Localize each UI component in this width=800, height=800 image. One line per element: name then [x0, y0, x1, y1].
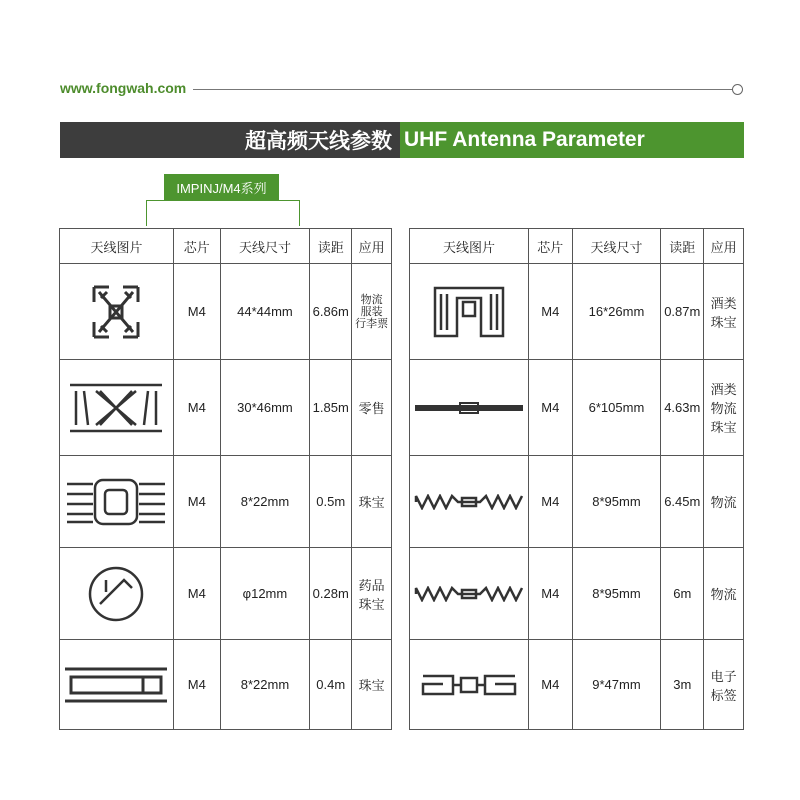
chip-cell: M4 [528, 360, 572, 456]
distance-cell: 0.28m [310, 548, 352, 640]
size-cell: 8*95mm [572, 548, 661, 640]
application-line: 行李票 [355, 317, 389, 330]
size-cell: φ12mm [220, 548, 310, 640]
col-header-picture: 天线图片 [60, 229, 174, 264]
application-line: 酒类 [710, 382, 737, 397]
col-header-distance: 读距 [310, 229, 352, 264]
chip-cell: M4 [528, 640, 572, 730]
size-cell: 16*26mm [572, 264, 661, 360]
table-header-row [60, 229, 392, 264]
size-cell: 8*22mm [220, 456, 310, 548]
chip-cell: M4 [173, 456, 220, 548]
col-header-size: 天线尺寸 [572, 229, 661, 264]
chip-cell: M4 [528, 264, 572, 360]
table-row [410, 264, 744, 360]
table-row [410, 456, 744, 548]
size-cell: 44*44mm [220, 264, 310, 360]
size-cell: 8*95mm [572, 456, 661, 548]
table-row [410, 640, 744, 730]
chip-cell: M4 [173, 360, 220, 456]
left-parameter-table [59, 228, 392, 730]
application-line: 珠宝 [710, 314, 737, 330]
right-parameter-table [409, 228, 744, 730]
application-cell [352, 264, 392, 360]
distance-cell: 4.63m [661, 360, 704, 456]
distance-cell: 6m [661, 548, 704, 640]
table-row [410, 360, 744, 456]
circular-antenna-icon [60, 548, 174, 640]
application-line: 物流 [360, 293, 383, 306]
title-banner [60, 122, 744, 158]
application-line: 物流 [710, 401, 737, 416]
distance-cell: 3m [661, 640, 704, 730]
application-cell [704, 360, 744, 456]
header-rule [193, 89, 733, 90]
website-url[interactable]: www.fongwah.com [60, 80, 187, 96]
thin-dipole-antenna-icon [410, 360, 529, 456]
chip-cell: M4 [528, 456, 572, 548]
chip-cell: M4 [173, 640, 220, 730]
chip-cell: M4 [173, 264, 220, 360]
table-row [60, 548, 392, 640]
application-line: 药品 [358, 577, 385, 593]
distance-cell: 0.4m [310, 640, 352, 730]
application-cell [352, 548, 392, 640]
table-row [60, 640, 392, 730]
application-cell: 珠宝 [352, 456, 392, 548]
x-antenna-icon [60, 360, 174, 456]
hook-dipole-antenna-icon [410, 640, 529, 730]
title-cn: 超高频天线参数 [60, 122, 400, 158]
square-cross-antenna-icon [60, 264, 174, 360]
table-row [60, 264, 392, 360]
application-line: 珠宝 [710, 420, 737, 435]
zigzag-dipole-antenna-icon [410, 456, 529, 548]
application-cell [704, 640, 744, 730]
rounded-loop-antenna-icon [60, 456, 174, 548]
meander-loop-antenna-icon [410, 264, 529, 360]
distance-cell: 0.5m [310, 456, 352, 548]
col-header-size: 天线尺寸 [220, 229, 310, 264]
application-cell: 零售 [352, 360, 392, 456]
application-cell: 物流 [704, 456, 744, 548]
distance-cell: 6.86m [310, 264, 352, 360]
col-header-picture: 天线图片 [410, 229, 529, 264]
strip-antenna-icon [60, 640, 174, 730]
col-header-application: 应用 [352, 229, 392, 264]
chip-cell: M4 [528, 548, 572, 640]
header-rule-end-circle [732, 84, 743, 95]
title-en: UHF Antenna Parameter [400, 122, 744, 158]
application-line: 电子 [710, 668, 737, 684]
application-line: 珠宝 [358, 596, 385, 612]
series-bracket [146, 200, 300, 226]
table-row [60, 360, 392, 456]
distance-cell: 6.45m [661, 456, 704, 548]
table-row [410, 548, 744, 640]
chip-cell: M4 [173, 548, 220, 640]
col-header-chip: 芯片 [173, 229, 220, 264]
application-line: 服装 [360, 305, 383, 318]
col-header-application: 应用 [704, 229, 744, 264]
table-row [60, 456, 392, 548]
table-header-row [410, 229, 744, 264]
distance-cell: 1.85m [310, 360, 352, 456]
distance-cell: 0.87m [661, 264, 704, 360]
size-cell: 9*47mm [572, 640, 661, 730]
col-header-chip: 芯片 [528, 229, 572, 264]
application-line: 标签 [710, 687, 737, 703]
application-cell: 物流 [704, 548, 744, 640]
size-cell: 8*22mm [220, 640, 310, 730]
zigzag-dipole-antenna-icon [410, 548, 529, 640]
application-line: 酒类 [710, 295, 737, 311]
application-cell [704, 264, 744, 360]
series-tag: IMPINJ/M4系列 [164, 174, 279, 200]
col-header-distance: 读距 [661, 229, 704, 264]
application-cell: 珠宝 [352, 640, 392, 730]
size-cell: 6*105mm [572, 360, 661, 456]
size-cell: 30*46mm [220, 360, 310, 456]
